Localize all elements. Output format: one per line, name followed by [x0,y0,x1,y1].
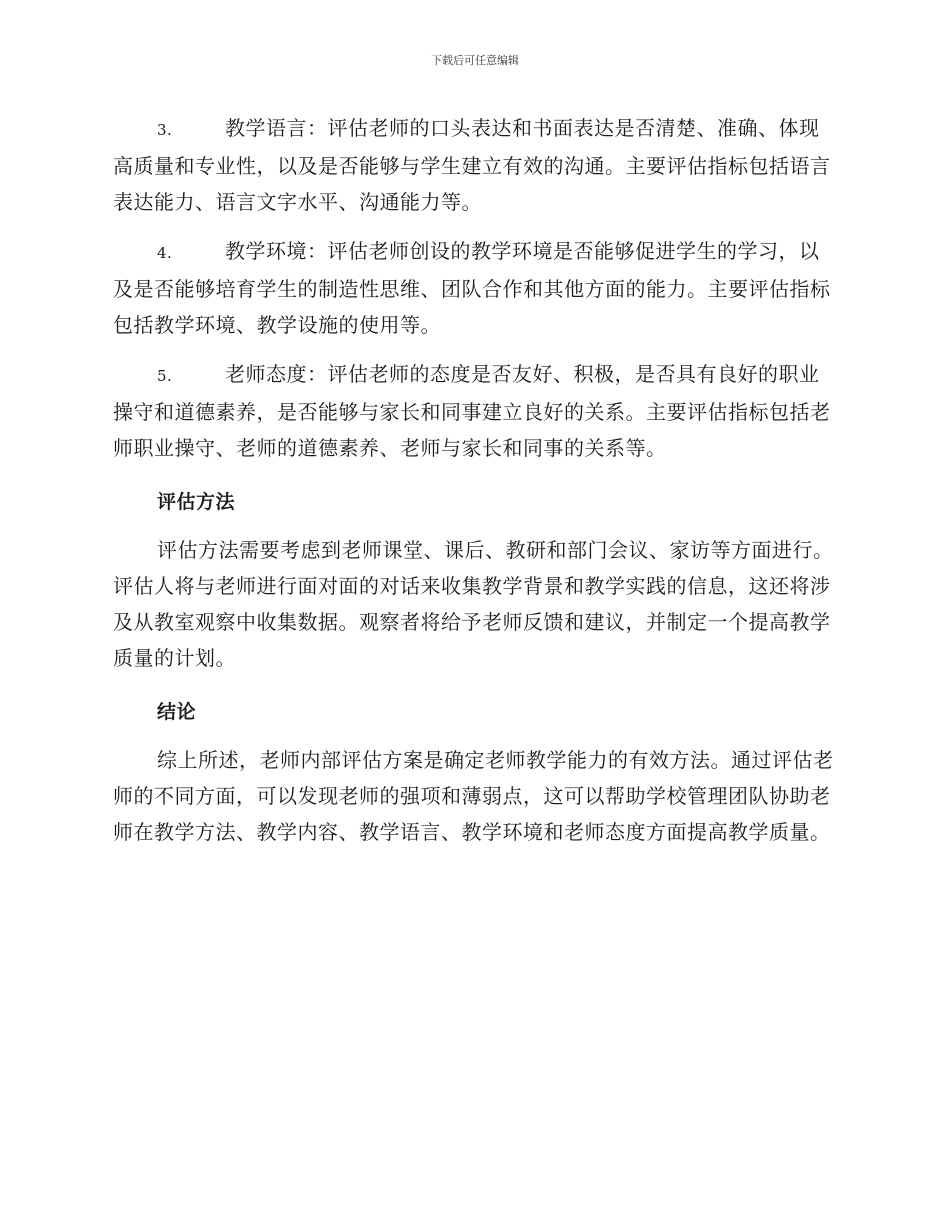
list-number: 5. [157,367,173,385]
list-item-text: 教学环境：评估老师创设的教学环境是否能够促进学生的学习，以及是否能够培育学生的制造性思维、团队合作和其他方面的能力。主要评估指标包括教学环境、教学设施的使用等。 [113,239,831,337]
conclusion-paragraph: 综上所述，老师内部评估方案是确定老师教学能力的有效方法。通过评估老师的不同方面，可以发现老师的强项和薄弱点，这可以帮助学校管理团队协助老师在教学方法、教学内容、教学语言、教学环境和老师态度方面提高教学质量。 [113,748,834,844]
method-paragraph: 评估方法需要考虑到老师课堂、课后、教研和部门会议、家访等方面进行。评估人将与老师进行面对面的对话来收集教学背景和教学实践的信息，这还将涉及从教室观察中收集数据。观察者将给予老师反馈和建议，并制定一个提高教学质量的计划。 [113,538,834,670]
list-item-4 [113,233,837,343]
method-heading: 评估方法 [157,491,236,513]
list-item-text: 老师态度：评估老师的态度是否友好、积极，是否具有良好的职业操守和道德素养，是否能够与家长和同事建立良好的关系。主要评估指标包括老师职业操守、老师的道德素养、老师与家长和同事的关系等。 [113,362,831,460]
list-number: 3. [157,121,173,139]
page-header: 下载后可任意编辑 [431,54,519,67]
list-number: 4. [157,244,173,262]
list-item-text: 教学语言：评估老师的口头表达和书面表达是否清楚、准确、体现高质量和专业性，以及是否能够与学生建立有效的沟通。主要评估指标包括语言表达能力、语言文字水平、沟通能力等。 [113,116,831,214]
conclusion-heading: 结论 [157,701,197,723]
document-body [113,110,837,863]
list-item-3 [113,110,837,220]
list-item-5 [113,356,837,466]
